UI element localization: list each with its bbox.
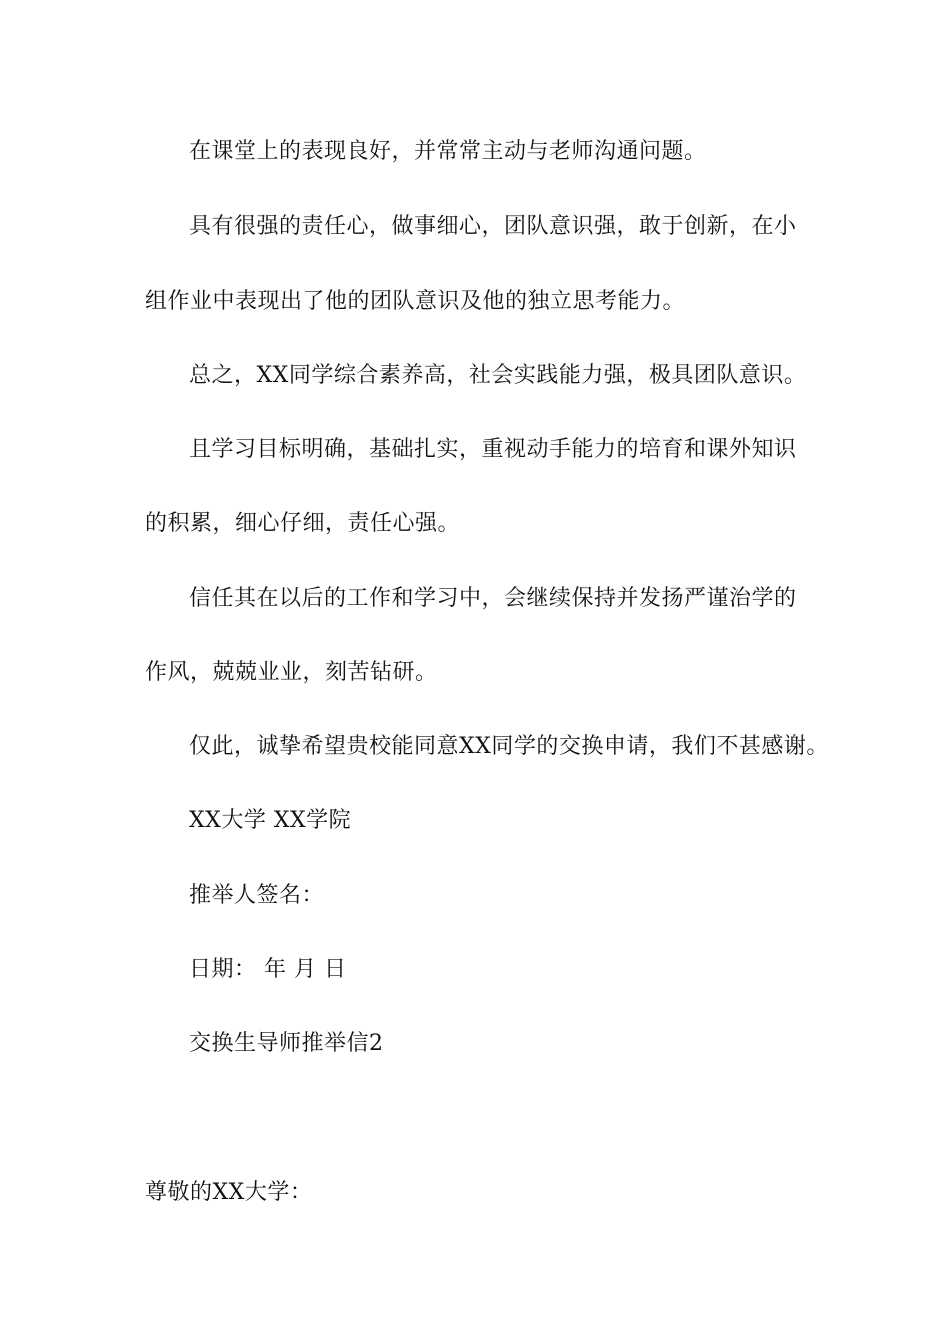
paragraph-line-9: 仅此，诚挚希望贵校能同意XX同学的交换申请，我们不甚感谢。 [189, 734, 829, 759]
paragraph-line-1: 在课堂上的表现良好，并常常主动与老师沟通问题。 [189, 139, 707, 164]
salutation-line: 尊敬的XX大学： [145, 1180, 313, 1205]
date-line: 日期： 年 月 日 [189, 957, 347, 982]
paragraph-line-8: 作风，兢兢业业，刻苦钻研。 [145, 660, 438, 685]
paragraph-line-2: 具有很强的责任心，做事细心，团队意识强，敢于创新，在小 [189, 214, 797, 239]
paragraph-line-5: 且学习目标明确，基础扎实，重视动手能力的培育和课外知识 [189, 437, 797, 462]
institution-line: XX大学 XX学院 [189, 808, 352, 833]
paragraph-line-6: 的积累，细心仔细，责任心强。 [145, 511, 461, 536]
signature-line: 推举人签名： [189, 883, 325, 908]
paragraph-line-7: 信任其在以后的工作和学习中，会继续保持并发扬严谨治学的 [189, 586, 797, 611]
paragraph-line-4: 总之，XX同学综合素养高，社会实践能力强，极具团队意识。 [189, 363, 807, 388]
section-heading: 交换生导师推举信2 [189, 1031, 384, 1056]
paragraph-line-3: 组作业中表现出了他的团队意识及他的独立思考能力。 [145, 289, 686, 314]
